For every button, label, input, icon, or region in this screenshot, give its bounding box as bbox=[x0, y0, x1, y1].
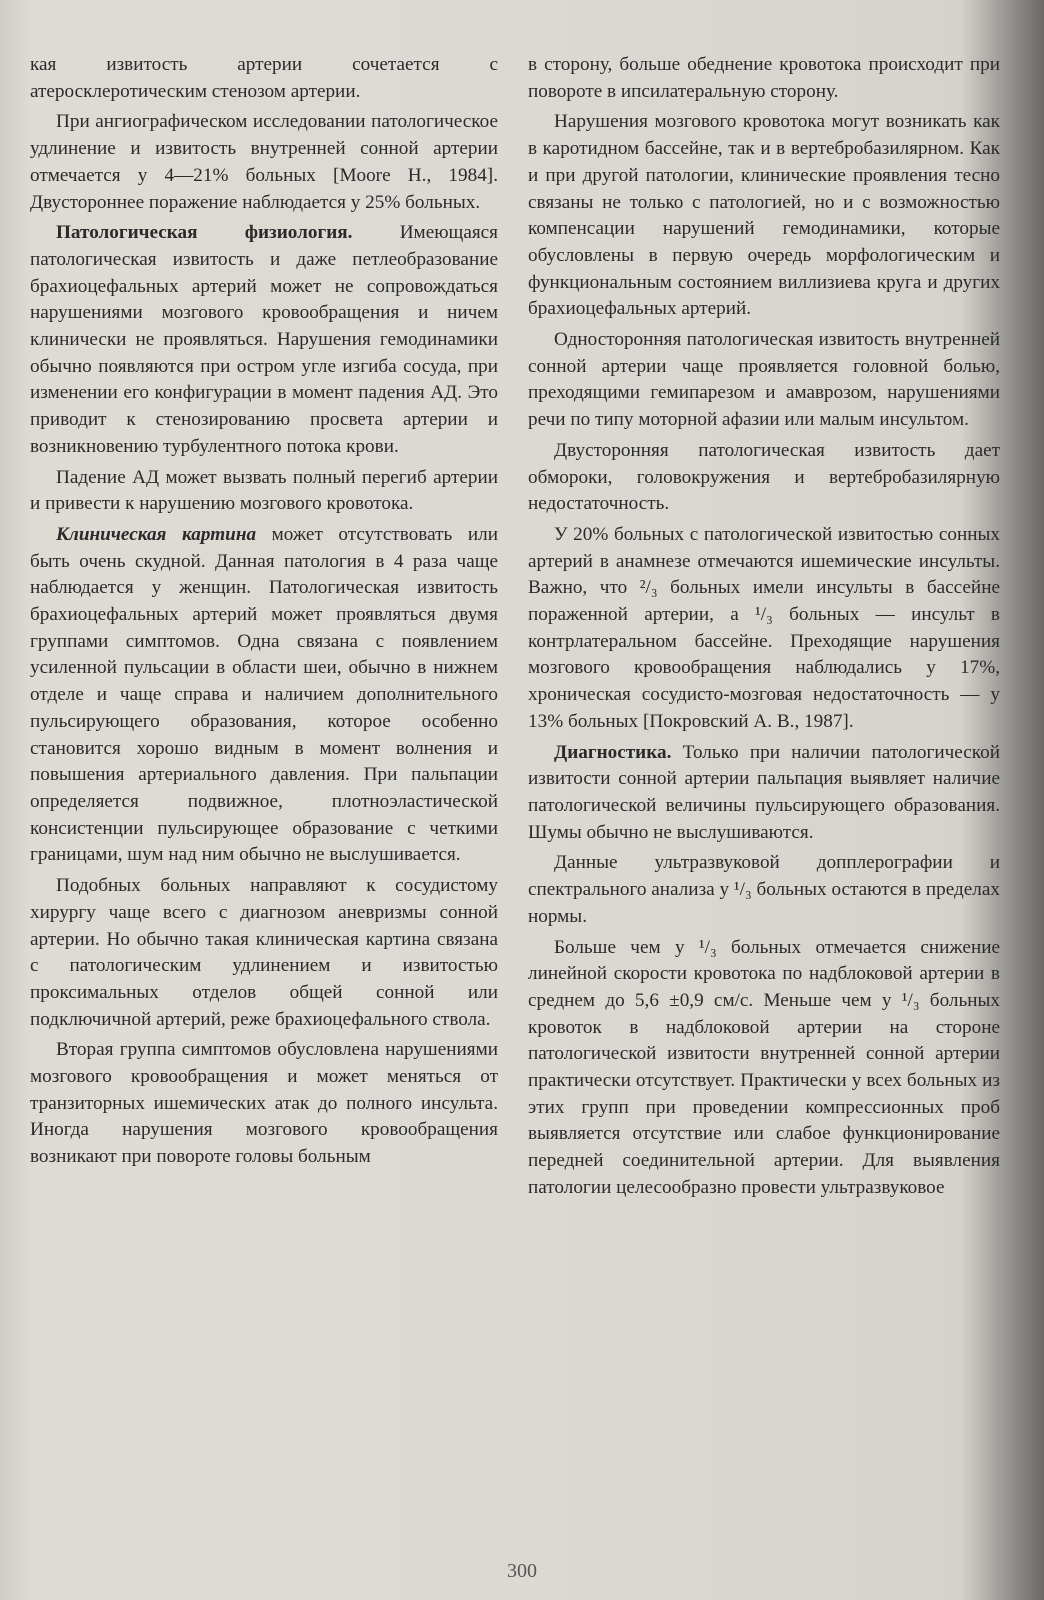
paragraph bbox=[528, 740, 1000, 847]
section-heading: Патологическая физиология. bbox=[56, 222, 353, 244]
paragraph: Нарушения мозгового кровотока могут возникать как в каротидном бассейне, так и в вертебробазилярном. Как и при другой патологии, клинические проявления тесно связаны не только с патологией, но и с возможностью компенсации нарушений гемодинамики, которые обусловлены в первую очередь морфологическим и функциональным состоянием виллизиева круга и других брахиоцефальных артерий. bbox=[528, 111, 1000, 320]
paragraph-text: может отсутствовать или быть очень скудной. Данная патология в 4 раза чаще наблюдается у женщин. Патологическая извитость брахиоцефальных артерий может проявляться двумя группами симптомов. Одна связана с появлением усиленной пульсации в области шеи, обычно в нижнем отделе и чаще справа и наличием дополнительного пульсирующего образования, которое особенно становится хорошо видным в момент волнения и повышения артериального давления. При пальпации определяется подвижное, плотноэластической консистенции пульсирующее образование с четкими границами, шум над ним обычно не выслушивается. bbox=[30, 523, 498, 866]
paragraph: в сторону, больше обеднение кровотока происходит при повороте в ипсилатеральную сторону. bbox=[528, 54, 1000, 102]
paragraph-text: Только при наличии патологической извитости сонной артерии пальпация выявляет наличие патологической величины пульсирующего образования. Шумы обычно не выслушиваются. bbox=[528, 741, 1000, 843]
paragraph bbox=[30, 220, 498, 460]
paragraph: Двусторонняя патологическая извитость дает обмороки, головокружения и вертебробазилярную недостаточность. bbox=[528, 439, 1000, 515]
paragraph: При ангиографическом исследовании патологическое удлинение и извитость внутренней сонной артерии отмечается у 4—21% больных [Moore H., 1984]. Двустороннее поражение наблюдается у 25% больных. bbox=[30, 111, 498, 213]
paragraph: Больше чем у ¹/₃ больных отмечается снижение линейной скорости кровотока по надблоковой артерии в среднем до 5,6 ±0,9 см/с. Меньше чем у ¹/₃ больных кровоток в надблоковой артерии на стороне патологической извитости внутренней сонной артерии практически отсутствует. Практически у всех больных из этих групп при проведении компрессионных проб выявляется отсутствие или слабое функционирование передней соединительной артерии. Для выявления патологии целесообразно провести ультразвуковое bbox=[528, 936, 1000, 1198]
section-heading-text: Клиническая картина bbox=[56, 523, 257, 545]
paragraph bbox=[30, 522, 498, 869]
paragraph: Падение АД может вызвать полный перегиб артерии и привести к нарушению мозгового кровотока. bbox=[30, 466, 498, 515]
section-heading: Диагностика. bbox=[554, 741, 672, 763]
page-number: 300 bbox=[507, 1560, 537, 1582]
right-column bbox=[528, 52, 1000, 1202]
paragraph: Подобных больных направляют к сосудистому хирургу чаще всего с диагнозом аневризмы сонной артерии. Но обычно такая клиническая картина связана с патологическим удлинением и извитостью проксимальных отделов общей сонной или подключичной артерий, реже брахиоцефального ствола. bbox=[30, 875, 498, 1030]
paragraph: кая извитость артерии сочетается с атеросклеротическим стенозом артерии. bbox=[30, 54, 498, 102]
paragraph: Данные ультразвуковой допплерографии и спектрального анализа у ¹/₃ больных остаются в пределах нормы. bbox=[528, 852, 1000, 927]
paragraph: Односторонняя патологическая извитость внутренней сонной артерии чаще проявляется головной болью, преходящими гемипарезом и амаврозом, нарушениями речи по типу моторной афазии или малым инсультом. bbox=[528, 329, 1000, 431]
paragraph-text: Имеющаяся патологическая извитость и даже петлеобразование брахиоцефальных артерий может не сопровождаться нарушениями мозгового кровообращения и ничем клинически не проявляться. Нарушения гемодинамики обычно появляются при остром угле изгиба сосуда, при изменении его конфигурации в момент падения АД. Это приводит к стенозированию просвета артерии и возникновению турбулентного потока крови. bbox=[30, 222, 499, 457]
paragraph: Вторая группа симптомов обусловлена нарушениями мозгового кровообращения и может меняться от транзиторных ишемических атак до полного инсульта. Иногда нарушения мозгового кровообращения возникают при повороте головы больным bbox=[30, 1039, 498, 1168]
paragraph: У 20% больных с патологической извитостью сонных артерий в анамнезе отмечаются ишемические инсульты. Важно, что ²/₃ больных имели инсульты в бассейне пораженной артерии, а ¹/₃ больных — инсульт в контрлатеральном бассейне. Преходящие нарушения мозгового кровообращения наблюдались у 17%, хроническая сосудисто-мозговая недостаточность — у 13% больных [Покровский А. В., 1987]. bbox=[528, 523, 1000, 732]
left-column bbox=[30, 52, 498, 1171]
section-heading bbox=[56, 524, 256, 545]
